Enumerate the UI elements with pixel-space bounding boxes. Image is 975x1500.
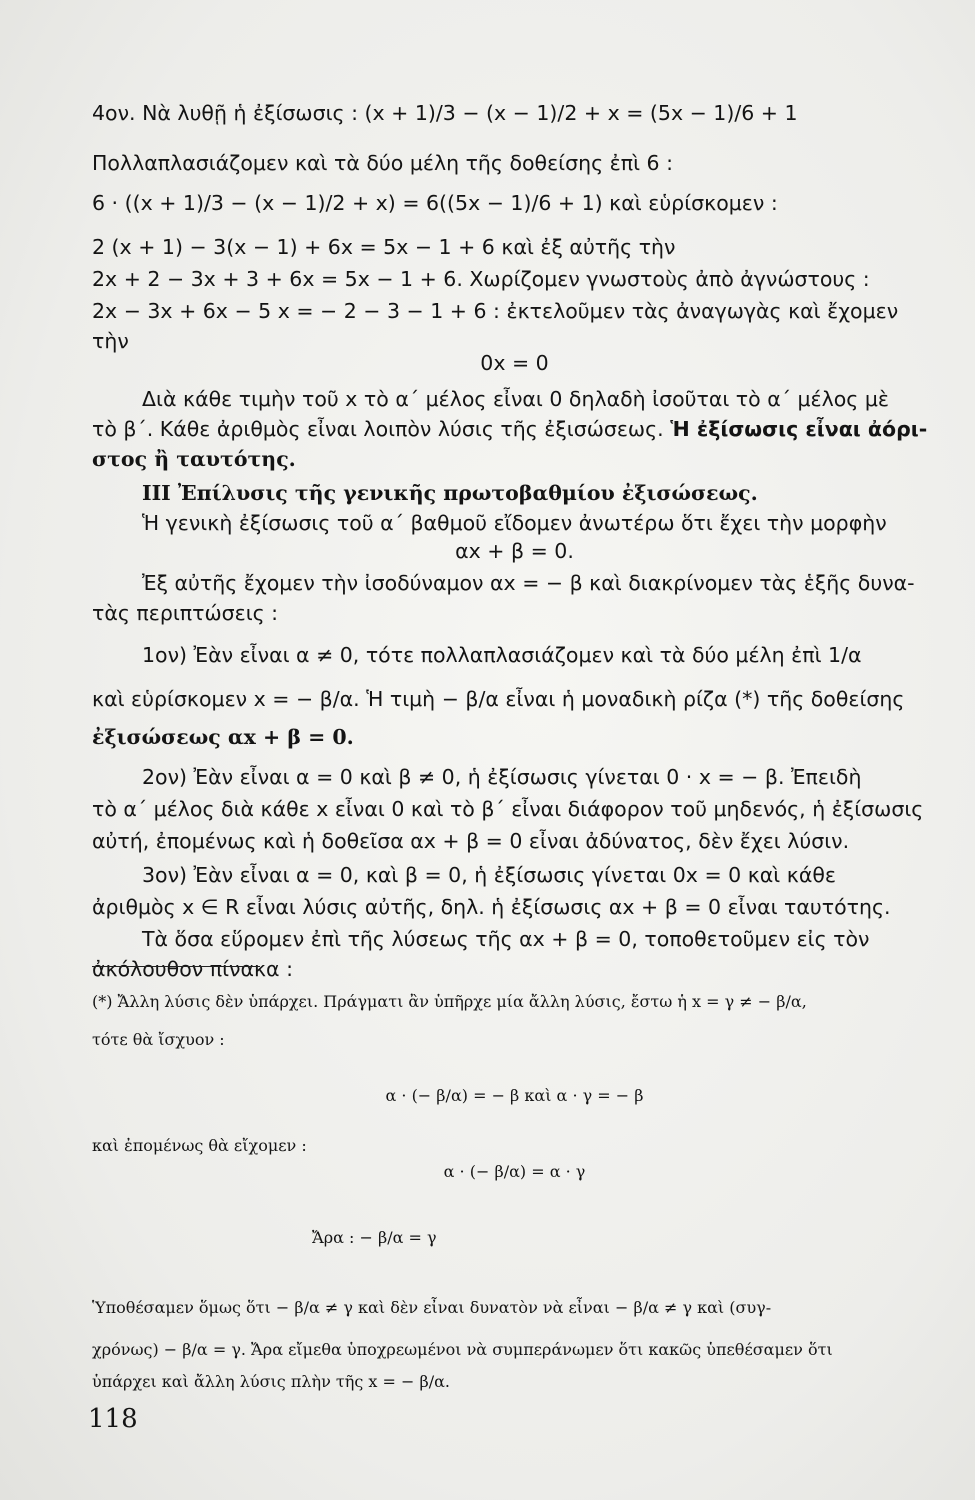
page-number: 118 <box>88 1404 138 1434</box>
footnote-line: Ὑποθέσαμεν ὅμως ὅτι − β/α ≠ γ καὶ δὲν εἶναι δυνατὸν νὰ εἶναι − β/α ≠ γ καὶ (συγ- <box>92 1298 772 1317</box>
text-line: Πολλαπλασιάζομεν καὶ τὰ δύο μέλη τῆς δοθείσης ἐπὶ 6 : <box>92 151 673 175</box>
text-line: τὸ α΄ μέλος διὰ κάθε x εἶναι 0 καὶ τὸ β΄ εἶναι διάφορον τοῦ μηδενός, ἡ ἐξίσωσις <box>92 797 924 821</box>
text-line: τὰς περιπτώσεις : <box>92 601 279 625</box>
text-line <box>92 414 937 444</box>
example-4-heading: 4ον. Νὰ λυθῇ ἡ ἐξίσωσις : (x + 1)/3 − (x − 1)/2 + x = (5x − 1)/6 + 1 <box>92 101 798 125</box>
text-line: αὐτή, ἐπομένως καὶ ἡ δοθεῖσα αx + β = 0 εἶναι ἀδύνατος, δὲν ἔχει λύσιν. <box>92 829 850 853</box>
equation-line: 2x − 3x + 6x − 5 x = − 2 − 3 − 1 + 6 : ἐκτελοῦμεν τὰς ἀναγωγὰς καὶ ἔχομεν <box>92 299 899 323</box>
equation-result: αx + β = 0. <box>455 539 574 563</box>
section-heading: ΙΙΙ Ἐπίλυσις τῆς γενικῆς πρωτοβαθμίου ἐξισώσεως. <box>142 481 758 505</box>
bold-conclusion: Ἡ ἐξίσωσις εἶναι ἀόρι- <box>670 417 928 441</box>
case-1: 1ον) Ἐὰν εἶναι α ≠ 0, τότε πολλαπλασιάζομεν καὶ τὰ δύο μέλη ἐπὶ 1/α <box>142 643 862 667</box>
footnote-line: (*) Ἄλλη λύσις δὲν ὑπάρχει. Πράγματι ἂν ὑπῆρχε μία ἄλλη λύσις, ἔστω ἡ x = γ ≠ − β/α, <box>92 992 807 1011</box>
equation-line: 2x + 2 − 3x + 3 + 6x = 5x − 1 + 6. Χωρίζομεν γνωστοὺς ἀπὸ ἀγνώστους : <box>92 267 870 291</box>
footnote-line: καὶ ἐπομένως θὰ εἴχομεν : <box>92 1136 307 1155</box>
footnote-line: χρόνως) − β/α = γ. Ἄρα εἴμεθα ὑποχρεωμένοι νὰ συμπεράνωμεν ὅτι κακῶς ὑπεθέσαμεν ὅτι <box>92 1340 833 1359</box>
bold-conclusion: στος ἢ ταυτότης. <box>92 447 296 471</box>
text-line: Ἡ γενικὴ ἐξίσωσις τοῦ α΄ βαθμοῦ εἴδομεν ἀνωτέρω ὅτι ἔχει τὴν μορφὴν <box>142 511 887 535</box>
footnote-equation: α · (− β/α) = α · γ <box>443 1162 586 1181</box>
footnote-line: ὑπάρχει καὶ ἄλλη λύσις πλὴν τῆς x = − β/α. <box>92 1372 450 1391</box>
text-line: Ἐξ αὐτῆς ἔχομεν τὴν ἰσοδύναμον αx = − β καὶ διακρίνομεν τὰς ἑξῆς δυνα- <box>142 571 915 595</box>
footnote-equation: α · (− β/α) = − β καὶ α · γ = − β <box>385 1086 644 1105</box>
case-1-result: καὶ εὑρίσκομεν x = − β/α. Ἡ τιμὴ − β/α εἶναι ἡ μοναδικὴ ρίζα (*) τῆς δοθείσης <box>92 687 905 711</box>
text-line: ἀριθμὸς x ∈ R εἶναι λύσις αὐτῆς, δηλ. ἡ ἐξίσωσις αx + β = 0 εἶναι ταυτότης. <box>92 895 891 919</box>
case-2: 2ον) Ἐὰν εἶναι α = 0 καὶ β ≠ 0, ἡ ἐξίσωσις γίνεται 0 · x = − β. Ἐπειδὴ <box>142 765 862 789</box>
footnote-line: τότε θὰ ἴσχυον : <box>92 1030 225 1049</box>
case-3: 3ον) Ἐὰν εἶναι α = 0, καὶ β = 0, ἡ ἐξίσωσις γίνεται 0x = 0 καὶ κάθε <box>142 863 836 887</box>
case-1-result: ἐξισώσεως αx + β = 0. <box>92 725 354 749</box>
equation-line: 2 (x + 1) − 3(x − 1) + 6x = 5x − 1 + 6 καὶ ἐξ αὐτῆς τὴν <box>92 235 676 259</box>
text-line: Τὰ ὅσα εὕρομεν ἐπὶ τῆς λύσεως τῆς αx + β = 0, τοποθετοῦμεν εἰς τὸν <box>142 927 870 951</box>
text-line: τὴν <box>92 329 129 353</box>
text-span: τὸ β΄. Κάθε ἀριθμὸς εἶναι λοιπὸν λύσις τῆς ἐξισώσεως. <box>92 417 664 441</box>
text-line: ἀκόλουθον πίνακα : <box>92 957 293 981</box>
equation-line: 6 · ((x + 1)/3 − (x − 1)/2 + x) = 6((5x − 1)/6 + 1) καὶ εὑρίσκομεν : <box>92 191 778 215</box>
footnote-rule <box>92 966 260 967</box>
footnote-equation: Ἄρα : − β/α = γ <box>312 1228 437 1247</box>
text-line: Διὰ κάθε τιμὴν τοῦ x τὸ α΄ μέλος εἶναι 0 δηλαδὴ ἰσοῦται τὸ α΄ μέλος μὲ <box>142 387 889 411</box>
equation-result: 0x = 0 <box>480 351 549 375</box>
